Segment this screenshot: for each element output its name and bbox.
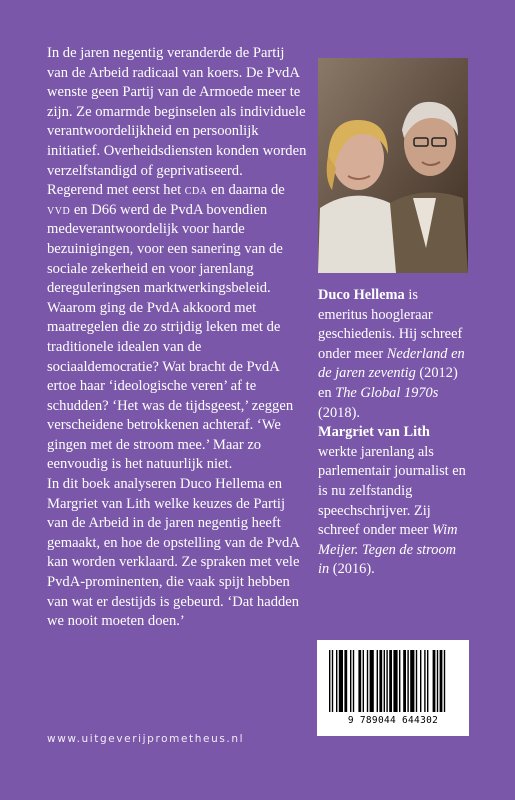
barcode-bar [344,650,347,712]
publisher-website: www.uitgeverijprometheus.nl [47,733,245,745]
blurb-p2-part: Regerend met eerst het [47,182,185,199]
isbn-barcode [317,640,469,736]
barcode-bar [389,650,392,712]
author-bios [318,286,468,580]
barcode-bar [444,650,445,712]
book-title: Wim Meijer. Tegen de stroom in [318,522,458,578]
barcode-bar [377,650,378,712]
bio-duco-hellema [318,286,468,423]
barcode-bar [353,650,354,712]
book-title: Nederland en de jaren zeventig [318,345,465,382]
blurb-p2-part: en D66 werd de PvdA bovendien medeverantwoordelijk voor harde bezuinigingen, voor een sanering van de sociale zekerheid en voor jarenlang dereguleringsen marktwerkingsbeleid. [47,201,283,297]
barcode-bar [367,650,368,712]
blurb-paragraph-4: In dit boek analyseren Duco Hellema en Margriet van Lith welke keuzes de Partij van de Arbeid in de jaren negentig heeft gemaakt, en hoe de opstelling van de PvdA kan worden verklaard. Ze spraken met vele PvdA-prominenten, die vaak spijt hebben van wat er destijds is gebeurd. ‘Dat hadden we nooit moeten doen.’ [47,476,300,630]
barcode-bar [363,650,364,712]
blurb-paragraph-1: In de jaren negentig veranderde de Partij van de Arbeid radicaal van koers. De PvdA wenste geen Partij van de Armoede meer te zijn. Ze omarmde beginselen als individuele verantwoordelijkheid en persoonlijk initiatief. Overheidsdiensten konden worden verzelfstandigd of geprivatiseerd. [47,45,307,179]
barcode-digits: 9 789044 644302 [347,715,439,726]
bio-text: werkte jarenlang als parlementair journalist en is nu zelfstandig speechschrijver. Zij schreef onder meer [318,443,466,539]
barcode-bar [410,650,414,712]
barcode-bar [379,650,382,712]
author-photo-illustration [318,58,468,273]
barcode-bar [336,650,337,712]
barcode-bar [386,650,387,712]
blurb-paragraph-3: Waarom ging de PvdA akkoord met maatregelen die zo strijdig leken met de traditionele idealen van de sociaaldemocratie? Wat bracht de PvdA ertoe haar ‘ideologische veren’ af te schudden? ‘Het was de tijdsgeest,’ zeggen verscheidene betrokkenen achteraf. ‘We gingen met de stroom mee.’ Maar zo eenvoudig is het natuurlijk niet. [47,299,294,473]
bio-text: (2016). [329,561,375,578]
vvd-abbreviation: vvd [47,201,71,218]
barcode-bar [403,650,406,712]
barcode-bar [437,650,438,712]
bio-text: (2018). [318,404,360,421]
barcode-bar [384,650,385,712]
barcode-bar [332,650,333,712]
book-title: The Global 1970s [335,384,439,401]
barcode-bar [440,650,443,712]
blurb-p2-part: en daarna de [207,182,285,199]
barcode-bar [424,650,425,712]
author-photo [318,58,468,273]
author-name: Duco Hellema [318,287,405,303]
barcode-bar [329,650,330,712]
barcode-bar [350,650,351,712]
bio-margriet-van-lith [318,423,468,580]
barcode-bar [393,650,397,712]
barcode-bar [433,650,436,712]
barcode-bar [420,650,421,712]
barcode-bars [317,640,469,718]
barcode-bar [427,650,428,712]
barcode-bar [407,650,408,712]
barcode-bar [339,650,343,712]
barcode-bar [370,650,374,712]
bio-text: (2012) en [318,365,458,401]
author-name: Margriet van Lith [318,424,430,441]
cda-abbreviation: cda [184,182,208,199]
barcode-bar [416,650,417,712]
bio-text: is emeritus hoogleraar geschiedenis. Hij schreef onder meer [318,287,463,362]
blurb-paragraph-2 [47,181,307,299]
barcode-bar [358,650,361,712]
back-cover-blurb [47,44,307,632]
barcode-bar [399,650,400,712]
